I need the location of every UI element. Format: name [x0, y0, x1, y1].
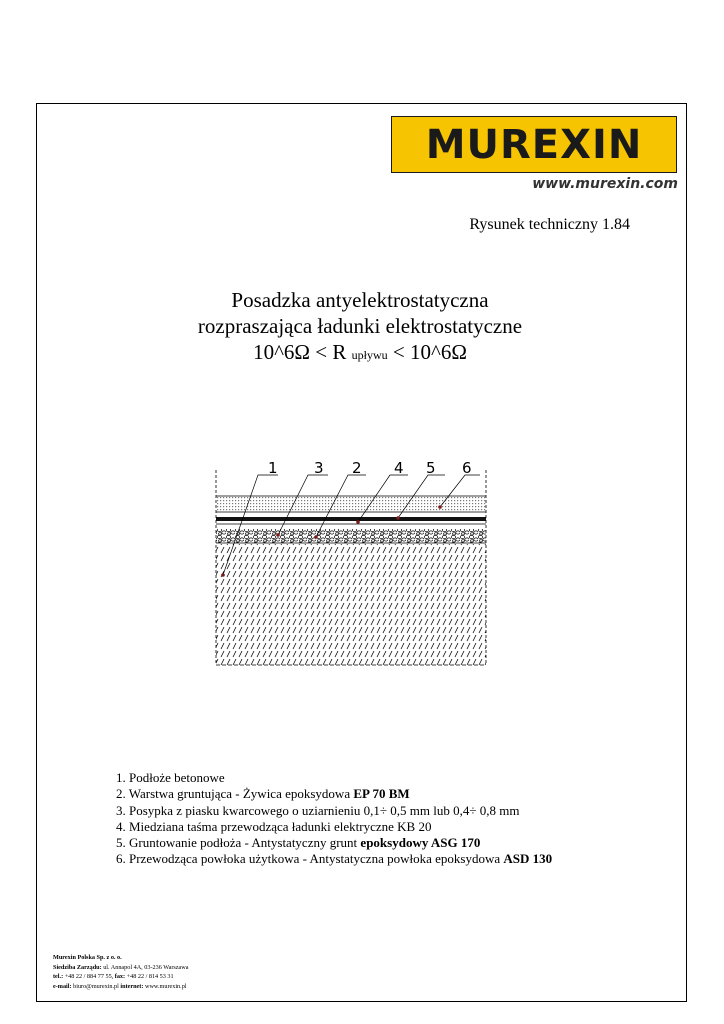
diagram-label-2: 2 — [352, 459, 362, 477]
diagram-label-6: 6 — [462, 459, 472, 477]
layer-top-coating — [216, 496, 486, 512]
legend-list — [116, 770, 552, 868]
title-line-3-right: < 10^6Ω — [392, 340, 467, 364]
title-line-3-left: 10^6Ω < R — [253, 340, 347, 364]
website-text: www.murexin.com — [532, 176, 678, 192]
title-line-1: Posadzka antyelektrostatyczna — [231, 288, 489, 312]
murexin-logo — [391, 116, 677, 173]
drawing-number: Rysunek techniczny 1.84 — [469, 216, 630, 233]
footer-phone: +48 22 / 884 77 55, — [63, 973, 115, 980]
logo-text: MUREXIN — [425, 121, 643, 168]
legend-item: 4. Miedziana taśma przewodząca ładunki elektryczne KB 20 — [116, 818, 432, 834]
legend-item: 2. Warstwa gruntująca - Żywica epoksydowa EP 70 BM — [116, 786, 410, 802]
footer-fax: +48 22 / 814 53 31 — [125, 973, 174, 980]
company-footer: Murexin Polska Sp. z o. o. Siedziba Zarządu: ul. Annapol 4A, 03-236 Warszawa tel.: +48 22 / 884 77 55, fax: +48 22 / 814 53 31 e-mail: biuro@murexin.pl internet: www.murexin.pl — [53, 954, 189, 990]
document-title — [140, 287, 580, 368]
legend-item: 3. Posypka z piasku kwarcowego o uziarnieniu 0,1÷ 0,5 mm lub 0,4÷ 0,8 mm — [116, 802, 520, 818]
footer-website-link[interactable]: www.murexin.pl — [143, 982, 187, 990]
legend-item: 5. Gruntowanie podłoża - Antystatyczny grunt epoksydowy ASG 170 — [116, 835, 481, 851]
footer-email-link[interactable]: biuro@murexin.pl — [71, 982, 121, 990]
title-line-3 — [140, 339, 580, 368]
layer-quartz-sand — [216, 529, 486, 543]
floor-cross-section-diagram — [208, 458, 490, 670]
title-line-3-sub: upływu — [351, 348, 388, 362]
legend-item: 1. Podłoże betonowe — [116, 770, 225, 785]
legend-item: 6. Przewodząca powłoka użytkowa - Antystatyczna powłoka epoksydowa ASD 130 — [116, 851, 553, 867]
footer-address: ul. Annapol 4A, 03-236 Warszawa — [101, 963, 189, 971]
title-line-2: rozpraszająca ładunki elektrostatyczne — [197, 314, 523, 338]
layer-concrete-substrate — [216, 544, 486, 665]
diagram-label-1: 1 — [268, 459, 278, 477]
diagram-label-3: 3 — [314, 459, 324, 477]
diagram-label-4: 4 — [394, 459, 404, 477]
footer-company: Murexin Polska Sp. z o. o. — [53, 954, 122, 961]
diagram-label-5: 5 — [426, 459, 436, 477]
layer-conductive-band — [216, 517, 486, 521]
